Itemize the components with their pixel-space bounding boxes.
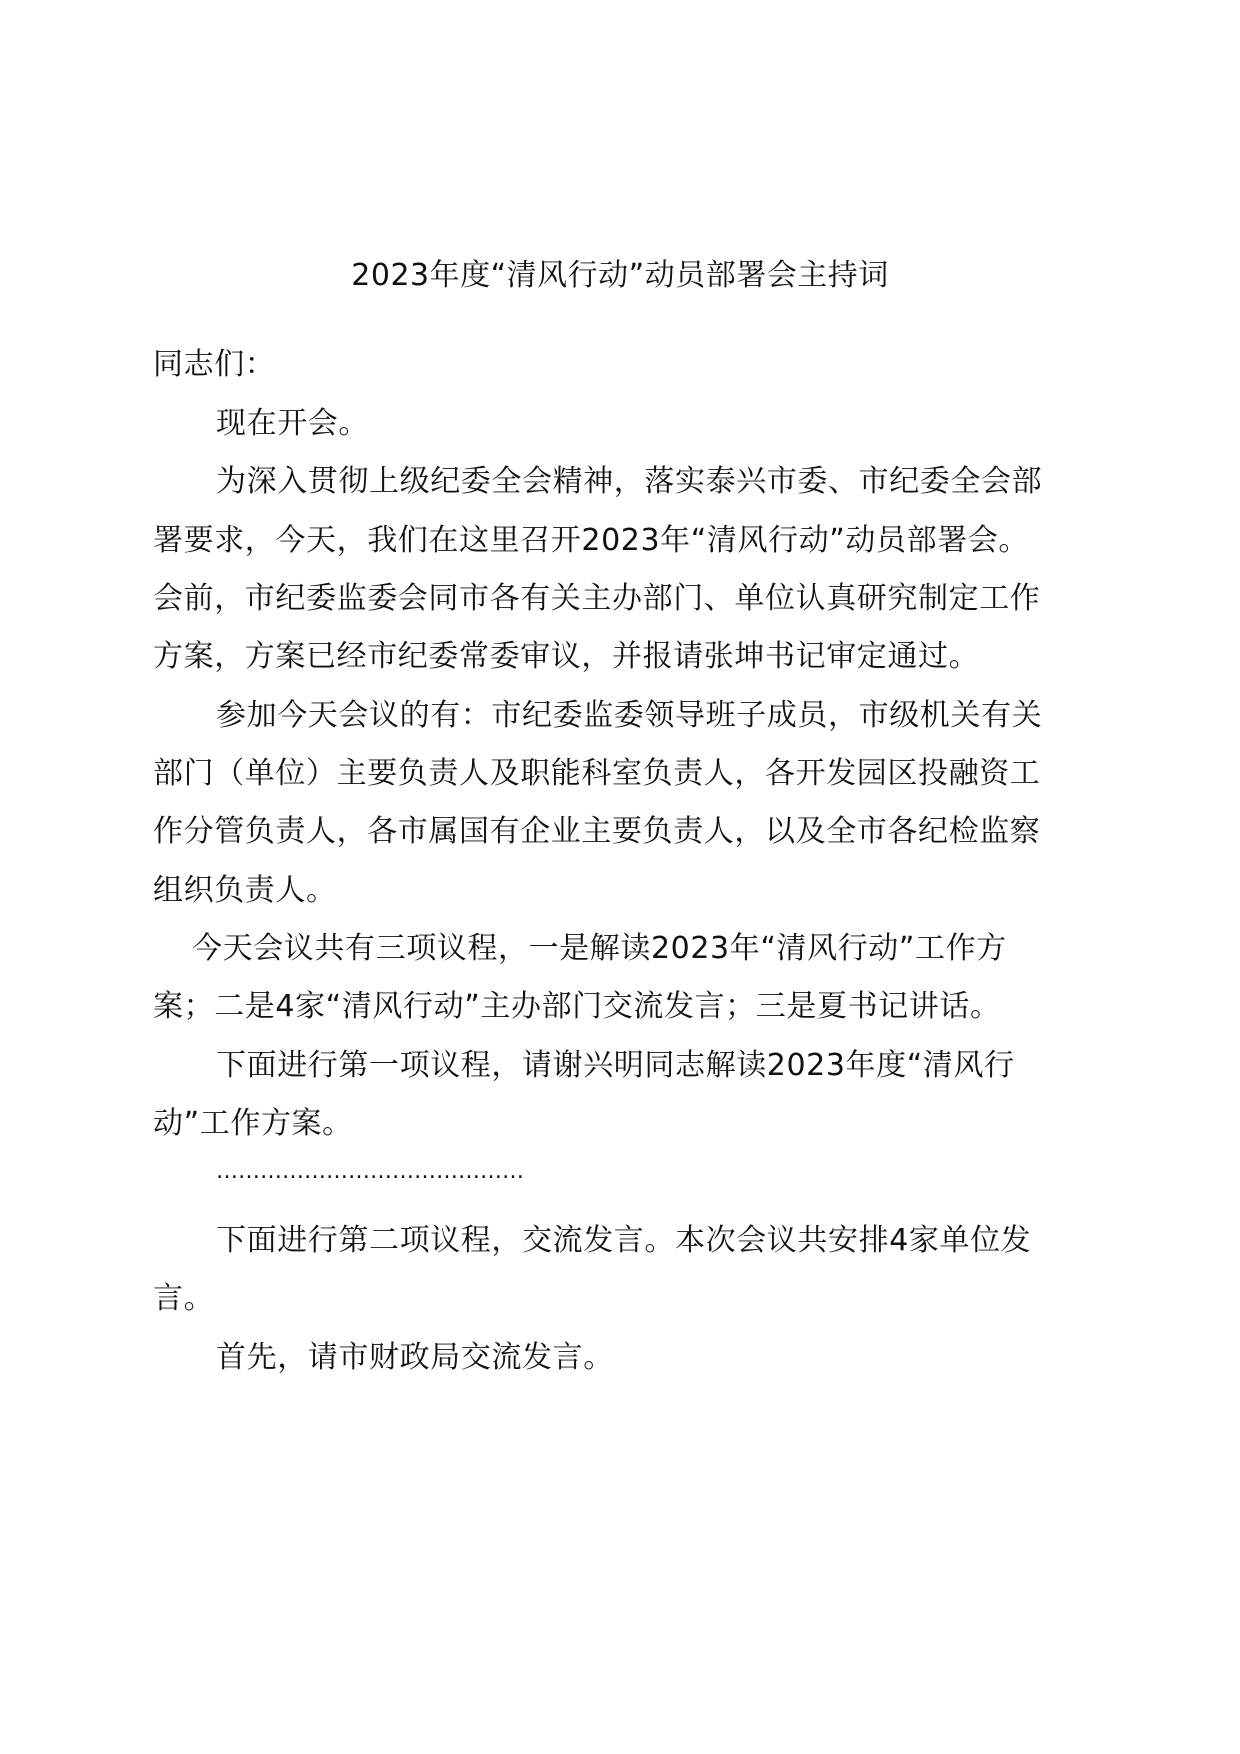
- ellipsis-separator: ……………………………………: [216, 1159, 524, 1184]
- paragraph-line: 下面进行第一项议程，请谢兴明同志解读2023年度“清风行: [216, 1048, 1015, 1083]
- paragraph-line: 署要求，今天，我们在这里召开2023年“清风行动”动员部署会。: [153, 523, 1030, 558]
- paragraph-line: 作分管负责人，各市属国有企业主要负责人，以及全市各纪检监察: [153, 814, 1041, 849]
- paragraph-line: 组织负责人。: [153, 873, 337, 908]
- paragraph-line: 首先，请市财政局交流发言。: [216, 1340, 614, 1375]
- paragraph-line: 参加今天会议的有：市纪委监委领导班子成员，市级机关有关: [216, 698, 1043, 733]
- salutation: 同志们：: [153, 347, 276, 382]
- paragraph-line: 部门（单位）主要负责人及职能科室负责人，各开发园区投融资工: [153, 756, 1041, 791]
- paragraph-line: 现在开会。: [216, 406, 369, 441]
- paragraph-line: 方案，方案已经市纪委常委审议，并报请张坤书记审定通过。: [153, 639, 980, 674]
- paragraph-line: 案；二是4家“清风行动”主办部门交流发言；三是夏书记讲话。: [153, 989, 1001, 1024]
- document-title: 2023年度“清风行动”动员部署会主持词: [351, 258, 889, 293]
- paragraph-line: 会前，市纪委监委会同市各有关主办部门、单位认真研究制定工作: [153, 581, 1041, 616]
- paragraph-line: 言。: [153, 1281, 215, 1316]
- paragraph-line: 今天会议共有三项议程，一是解读2023年“清风行动”工作方: [192, 931, 1007, 966]
- paragraph-line: 下面进行第二项议程，交流发言。本次会议共安排4家单位发: [216, 1223, 1032, 1258]
- paragraph-line: 为深入贯彻上级纪委全会精神，落实泰兴市委、市纪委全会部: [216, 464, 1043, 499]
- paragraph-line: 动”工作方案。: [153, 1106, 353, 1141]
